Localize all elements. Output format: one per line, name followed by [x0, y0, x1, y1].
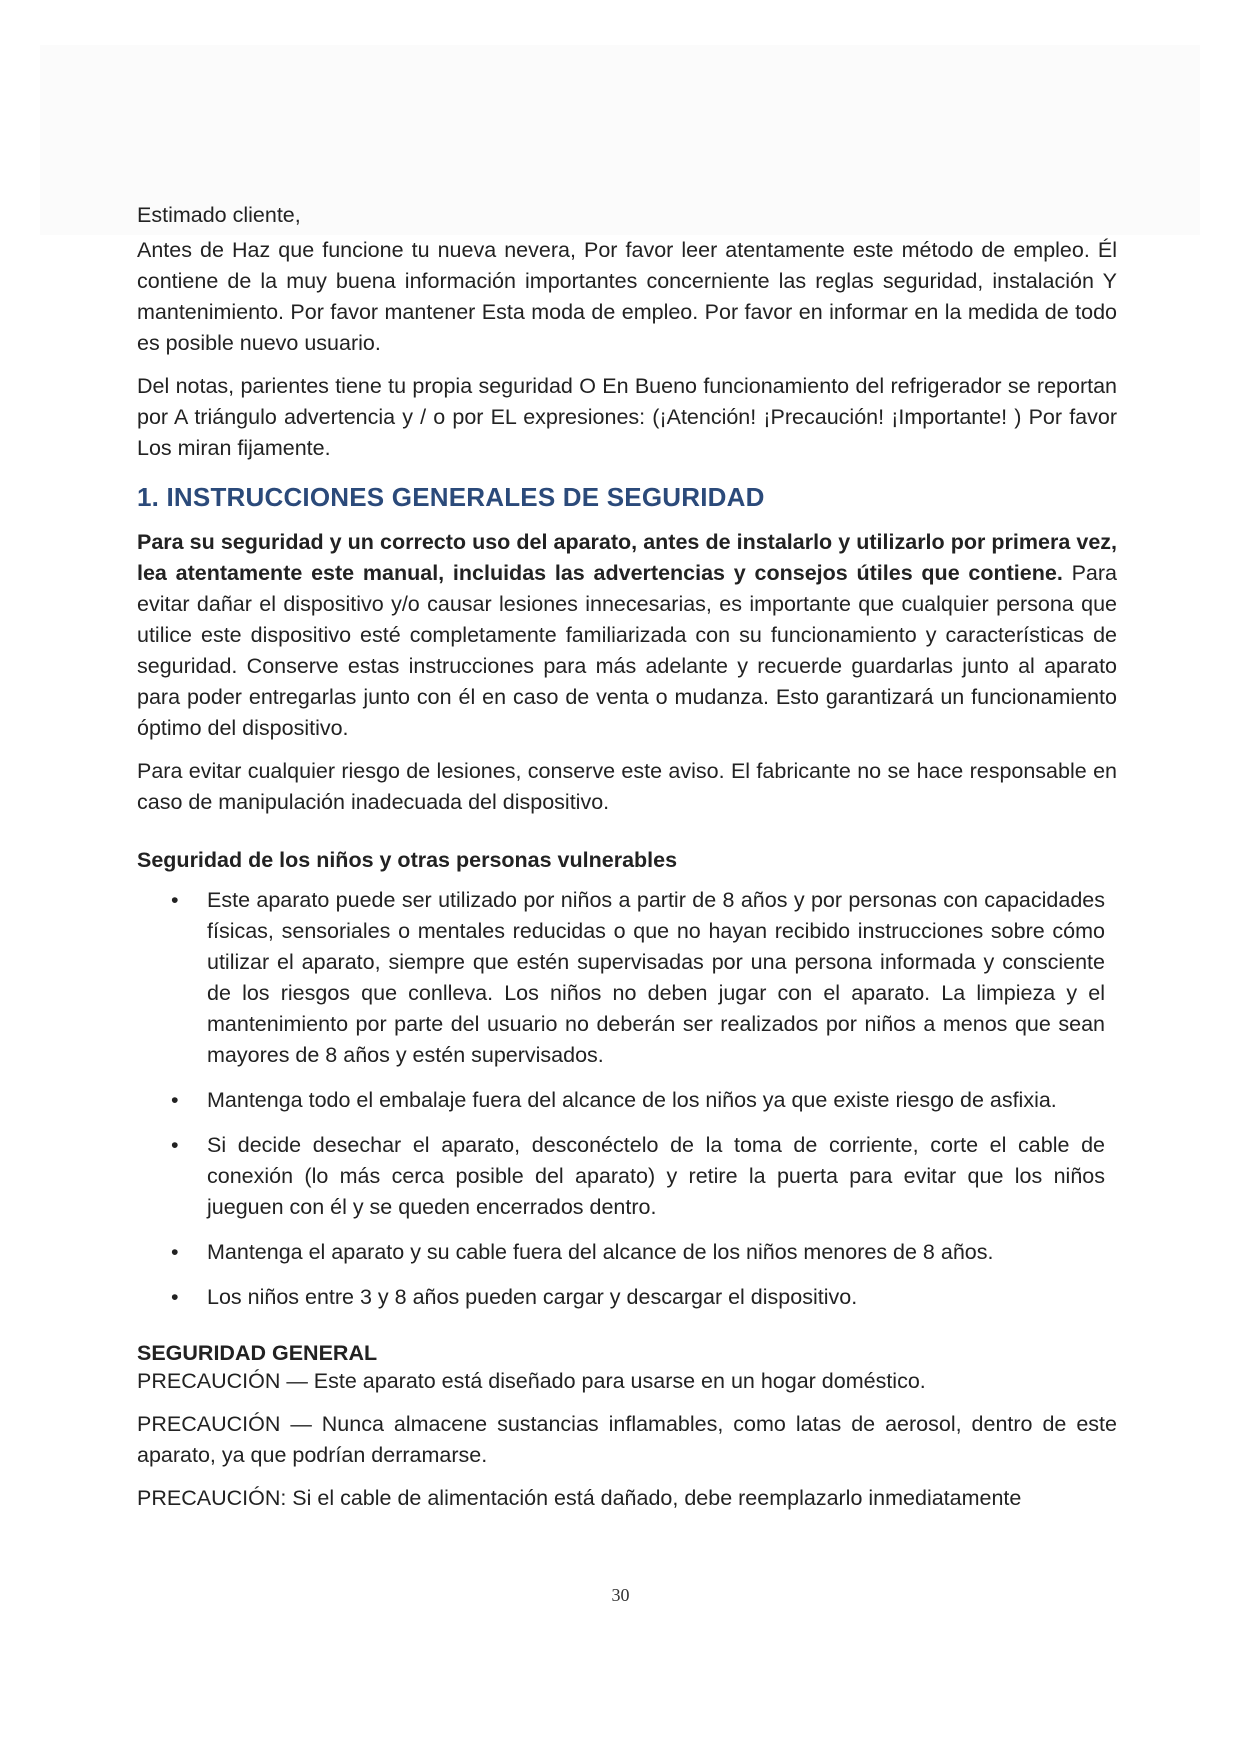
- intro-paragraph-1: Antes de Haz que funcione tu nueva nevera, Por favor leer atentamente este método de empleo. Él contiene de la muy buena información importantes concerniente las reglas seguridad, instalación Y mantenimiento. Por favor mantener Esta moda de empleo. Por favor en informar en la medida de todo es posible nuevo usuario.: [137, 238, 1117, 355]
- bullet-icon: •: [171, 1088, 179, 1112]
- list-item-text: Los niños entre 3 y 8 años pueden cargar y descargar el dispositivo.: [207, 1285, 858, 1309]
- children-bullet-list: [137, 885, 1117, 1313]
- section-title: 1. INSTRUCCIONES GENERALES DE SEGURIDAD: [137, 482, 765, 512]
- document-page: [137, 200, 1117, 1526]
- greeting: Estimado cliente,: [137, 203, 301, 227]
- intro-paragraph-2: Del notas, parientes tiene tu propia seguridad O En Bueno funcionamiento del refrigerador se reportan por A triángulo advertencia y / o por EL expresiones: (¡Atención! ¡Precaución! ¡Importante! ) Por favor Los miran fijamente.: [137, 374, 1117, 460]
- bullet-icon: •: [171, 1133, 179, 1157]
- bullet-icon: •: [171, 1240, 179, 1264]
- safety-lead-paragraph: [137, 527, 1117, 744]
- list-item-text: Mantenga todo el embalaje fuera del alcance de los niños ya que existe riesgo de asfixia.: [207, 1088, 1057, 1112]
- list-item: [137, 1085, 1117, 1116]
- children-heading: Seguridad de los niños y otras personas vulnerables: [137, 848, 678, 872]
- list-item-text: Si decide desechar el aparato, desconéctelo de la toma de corriente, corte el cable de conexión (lo más cerca posible del aparato) y retire la puerta para evitar que los niños jueguen con él y se queden encerrados dentro.: [207, 1133, 1105, 1219]
- general-paragraph-3: PRECAUCIÓN: Si el cable de alimentación está dañado, debe reemplazarlo inmediatamente: [137, 1486, 1022, 1510]
- list-item: [137, 1130, 1117, 1223]
- list-item: [137, 1282, 1117, 1313]
- list-item-text: Mantenga el aparato y su cable fuera del alcance de los niños menores de 8 años.: [207, 1240, 994, 1264]
- general-safety-heading: SEGURIDAD GENERAL: [137, 1341, 378, 1365]
- general-paragraph-1: PRECAUCIÓN — Este aparato está diseñado para usarse en un hogar doméstico.: [137, 1369, 926, 1393]
- safety-lead-bold: Para su seguridad y un correcto uso del aparato, antes de instalarlo y utilizarlo por primera vez, lea atentamente este manual, incluidas las advertencias y consejos útiles que contiene.: [137, 530, 1117, 585]
- safety-lead-rest: Para evitar dañar el dispositivo y/o causar lesiones innecesarias, es importante que cualquier persona que utilice este dispositivo esté completamente familiarizada con su funcionamiento y características de seguridad. Conserve estas instrucciones para más adelante y recuerde guardarlas junto al aparato para poder entregarlas junto con él en caso de venta o mudanza. Esto garantizará un funcionamiento óptimo del dispositivo.: [137, 561, 1118, 740]
- bullet-icon: •: [171, 1285, 179, 1309]
- risk-paragraph: Para evitar cualquier riesgo de lesiones, conserve este aviso. El fabricante no se hace responsable en caso de manipulación inadecuada del dispositivo.: [137, 759, 1117, 814]
- list-item: [137, 1237, 1117, 1268]
- page-number: 30: [611, 1585, 630, 1605]
- list-item: [137, 885, 1117, 1071]
- list-item-text: Este aparato puede ser utilizado por niños a partir de 8 años y por personas con capacidades físicas, sensoriales o mentales reducidas o que no hayan recibido instrucciones sobre cómo utilizar el aparato, siempre que estén supervisadas por una persona informada y consciente de los riesgos que conlleva. Los niños no deben jugar con el aparato. La limpieza y el mantenimiento por parte del usuario no deberán ser realizados por niños a menos que sean mayores de 8 años y estén supervisados.: [207, 888, 1105, 1067]
- general-paragraph-2: PRECAUCIÓN — Nunca almacene sustancias inflamables, como latas de aerosol, dentro de este aparato, ya que podrían derramarse.: [137, 1412, 1117, 1467]
- bullet-icon: •: [171, 888, 179, 912]
